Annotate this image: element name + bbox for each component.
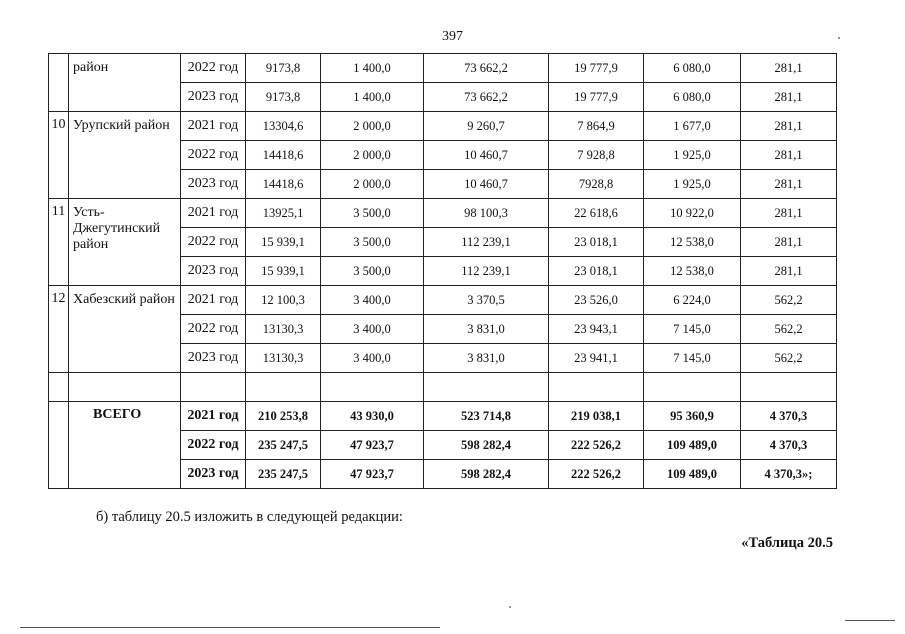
value-cell: 1 677,0 — [644, 112, 741, 141]
value-cell: 15 939,1 — [246, 228, 321, 257]
value-cell: 2 000,0 — [321, 170, 424, 199]
value-cell: 19 777,9 — [549, 83, 644, 112]
value-cell: 10 460,7 — [424, 170, 549, 199]
value-cell: 210 253,8 — [246, 402, 321, 431]
spacer-row — [49, 373, 837, 402]
year-cell: 2023 год — [181, 344, 246, 373]
value-cell: 13130,3 — [246, 315, 321, 344]
value-cell: 1 925,0 — [644, 141, 741, 170]
scan-dot — [838, 37, 840, 39]
value-cell: 47 923,7 — [321, 431, 424, 460]
table-row — [49, 286, 837, 315]
empty-cell — [549, 373, 644, 402]
value-cell: 19 777,9 — [549, 54, 644, 83]
value-cell: 9 260,7 — [424, 112, 549, 141]
value-cell: 2 000,0 — [321, 141, 424, 170]
row-number — [49, 402, 69, 489]
year-cell: 2023 год — [181, 170, 246, 199]
district-name: Урупский район — [69, 112, 181, 199]
row-number: 10 — [49, 112, 69, 199]
value-cell: 222 526,2 — [549, 431, 644, 460]
value-cell: 219 038,1 — [549, 402, 644, 431]
value-cell: 13304,6 — [246, 112, 321, 141]
year-cell: 2022 год — [181, 228, 246, 257]
value-cell: 3 400,0 — [321, 344, 424, 373]
value-cell: 7928,8 — [549, 170, 644, 199]
row-number — [49, 54, 69, 112]
value-cell: 281,1 — [741, 199, 837, 228]
value-cell: 235 247,5 — [246, 431, 321, 460]
total-row — [49, 402, 837, 431]
value-cell: 22 618,6 — [549, 199, 644, 228]
empty-cell — [69, 373, 181, 402]
value-cell: 6 080,0 — [644, 54, 741, 83]
value-cell: 23 941,1 — [549, 344, 644, 373]
empty-cell — [181, 373, 246, 402]
value-cell: 3 400,0 — [321, 315, 424, 344]
table-row — [49, 54, 837, 83]
value-cell: 3 831,0 — [424, 344, 549, 373]
table-row — [49, 112, 837, 141]
value-cell: 1 925,0 — [644, 170, 741, 199]
value-cell: 7 864,9 — [549, 112, 644, 141]
year-cell: 2021 год — [181, 286, 246, 315]
scan-dot — [509, 606, 511, 608]
value-cell: 281,1 — [741, 228, 837, 257]
row-number: 12 — [49, 286, 69, 373]
value-cell: 2 000,0 — [321, 112, 424, 141]
value-cell: 10 922,0 — [644, 199, 741, 228]
value-cell: 9173,8 — [246, 54, 321, 83]
value-cell: 3 500,0 — [321, 257, 424, 286]
value-cell: 112 239,1 — [424, 257, 549, 286]
empty-cell — [644, 373, 741, 402]
value-cell: 3 400,0 — [321, 286, 424, 315]
value-cell: 6 080,0 — [644, 83, 741, 112]
value-cell: 23 526,0 — [549, 286, 644, 315]
value-cell: 13925,1 — [246, 199, 321, 228]
value-cell: 47 923,7 — [321, 460, 424, 489]
district-name: Хабезский район — [69, 286, 181, 373]
value-cell: 281,1 — [741, 83, 837, 112]
value-cell: 98 100,3 — [424, 199, 549, 228]
year-cell: 2022 год — [181, 431, 246, 460]
year-cell: 2021 год — [181, 402, 246, 431]
value-cell: 235 247,5 — [246, 460, 321, 489]
value-cell: 3 831,0 — [424, 315, 549, 344]
value-cell: 73 662,2 — [424, 83, 549, 112]
year-cell: 2022 год — [181, 54, 246, 83]
value-cell: 6 224,0 — [644, 286, 741, 315]
year-cell: 2022 год — [181, 141, 246, 170]
value-cell: 112 239,1 — [424, 228, 549, 257]
value-cell: 3 500,0 — [321, 228, 424, 257]
value-cell: 109 489,0 — [644, 460, 741, 489]
table-row — [49, 199, 837, 228]
year-cell: 2021 год — [181, 112, 246, 141]
value-cell: 15 939,1 — [246, 257, 321, 286]
value-cell: 523 714,8 — [424, 402, 549, 431]
total-label: ВСЕГО — [69, 402, 181, 489]
value-cell: 281,1 — [741, 257, 837, 286]
value-cell: 562,2 — [741, 286, 837, 315]
district-name: район — [69, 54, 181, 112]
value-cell: 23 943,1 — [549, 315, 644, 344]
instruction-paragraph: б) таблицу 20.5 изложить в следующей редакции: — [96, 509, 403, 525]
value-cell: 1 400,0 — [321, 54, 424, 83]
value-cell: 1 400,0 — [321, 83, 424, 112]
page-number: 397 — [442, 29, 463, 44]
empty-cell — [246, 373, 321, 402]
value-cell: 4 370,3 — [741, 431, 837, 460]
empty-cell — [424, 373, 549, 402]
value-cell: 12 100,3 — [246, 286, 321, 315]
row-number: 11 — [49, 199, 69, 286]
value-cell: 222 526,2 — [549, 460, 644, 489]
value-cell: 7 145,0 — [644, 315, 741, 344]
value-cell: 9173,8 — [246, 83, 321, 112]
value-cell: 109 489,0 — [644, 431, 741, 460]
year-cell: 2023 год — [181, 460, 246, 489]
value-cell: 4 370,3 — [741, 402, 837, 431]
value-cell: 562,2 — [741, 315, 837, 344]
empty-cell — [49, 373, 69, 402]
bottom-rule — [20, 627, 440, 628]
value-cell: 10 460,7 — [424, 141, 549, 170]
value-cell: 562,2 — [741, 344, 837, 373]
value-cell: 14418,6 — [246, 170, 321, 199]
value-cell: 281,1 — [741, 112, 837, 141]
value-cell: 4 370,3»; — [741, 460, 837, 489]
value-cell: 7 145,0 — [644, 344, 741, 373]
value-cell: 3 500,0 — [321, 199, 424, 228]
value-cell: 12 538,0 — [644, 228, 741, 257]
value-cell: 281,1 — [741, 170, 837, 199]
data-table — [48, 53, 837, 489]
value-cell: 23 018,1 — [549, 257, 644, 286]
value-cell: 43 930,0 — [321, 402, 424, 431]
bottom-right-rule — [845, 620, 895, 621]
value-cell: 7 928,8 — [549, 141, 644, 170]
year-cell: 2023 год — [181, 257, 246, 286]
value-cell: 3 370,5 — [424, 286, 549, 315]
empty-cell — [321, 373, 424, 402]
value-cell: 281,1 — [741, 54, 837, 83]
year-cell: 2022 год — [181, 315, 246, 344]
value-cell: 14418,6 — [246, 141, 321, 170]
district-name: Усть-Джегутинский район — [69, 199, 181, 286]
table-caption: «Таблица 20.5 — [741, 535, 833, 551]
value-cell: 598 282,4 — [424, 460, 549, 489]
value-cell: 23 018,1 — [549, 228, 644, 257]
value-cell: 73 662,2 — [424, 54, 549, 83]
value-cell: 12 538,0 — [644, 257, 741, 286]
year-cell: 2023 год — [181, 83, 246, 112]
value-cell: 13130,3 — [246, 344, 321, 373]
value-cell: 598 282,4 — [424, 431, 549, 460]
value-cell: 281,1 — [741, 141, 837, 170]
year-cell: 2021 год — [181, 199, 246, 228]
value-cell: 95 360,9 — [644, 402, 741, 431]
empty-cell — [741, 373, 837, 402]
